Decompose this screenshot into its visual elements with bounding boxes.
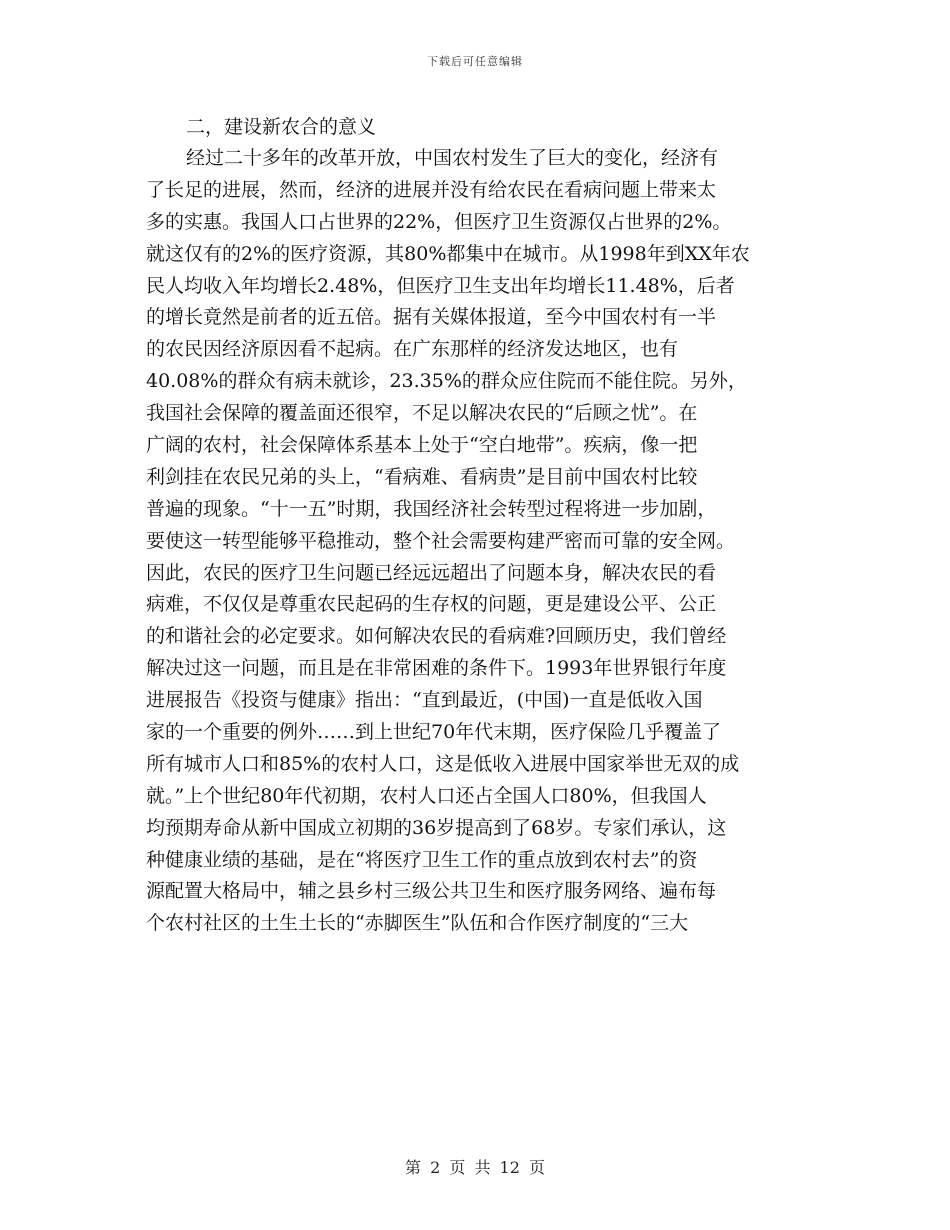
paragraph-line: 的和谐社会的必定要求。如何解决农民的看病难?回顾历史，我们曾经 <box>146 625 727 648</box>
page-header: 下载后可任意编辑 <box>427 55 523 68</box>
paragraph-line: 广阔的农村，社会保障体系基本上处于“空白地带”。疾病，像一把 <box>146 434 698 457</box>
paragraph-line: 就这仅有的2%的医疗资源，其80%都集中在城市。从1998年到XX年农 <box>146 242 750 265</box>
paragraph-line: 种健康业绩的基础，是在“将医疗卫生工作的重点放到农村去”的资 <box>146 848 698 871</box>
paragraph-line: 进展报告《投资与健康》指出：“直到最近，(中国)一直是低收入国 <box>146 689 703 712</box>
paragraph-line: 就。”上个世纪80年代初期，农村人口还占全国人口80%，但我国人 <box>146 784 707 807</box>
paragraph-line: 利剑挂在农民兄弟的头上，“看病难、看病贵”是目前中国农村比较 <box>146 465 698 488</box>
page-footer: 第 2 页 共 12 页 <box>405 1158 545 1177</box>
paragraph-line: 因此，农民的医疗卫生问题已经远远超出了问题本身，解决农民的看 <box>146 561 717 584</box>
paragraph-line: 的农民因经济原因看不起病。在广东那样的经济发达地区，也有 <box>146 338 679 361</box>
section-heading: 二，建设新农合的意义 <box>186 116 377 138</box>
paragraph-line: 我国社会保障的覆盖面还很窄，不足以解决农民的“后顾之忧”。在 <box>146 402 698 425</box>
document-body <box>146 111 814 940</box>
paragraph-line: 普遍的现象。“十一五”时期，我国经济社会转型过程将进一步加剧， <box>146 497 717 520</box>
paragraph-line: 要使这一转型能够平稳推动，整个社会需要构建严密而可靠的安全网。 <box>146 529 736 552</box>
paragraph-line: 经过二十多年的改革开放，中国农村发生了巨大的变化，经济有 <box>186 147 719 169</box>
paragraph-line: 40.08%的群众有病未就诊，23.35%的群众应住院而不能住院。另外， <box>146 370 747 393</box>
paragraph-line: 多的实惠。我国人口占世界的22%，但医疗卫生资源仅占世界的2%。 <box>146 210 732 233</box>
paragraph-line: 解决过这一问题，而且是在非常困难的条件下。1993年世界银行年度 <box>146 657 727 680</box>
paragraph-line: 家的一个重要的例外……到上世纪70年代末期，医疗保险几乎覆盖了 <box>146 721 722 744</box>
paragraph-line: 源配置大格局中，辅之县乡村三级公共卫生和医疗服务网络、遍布每 <box>146 880 717 903</box>
paragraph-line: 病难，不仅仅是尊重农民起码的生存权的问题，更是建设公平、公正 <box>146 593 717 616</box>
paragraph-line: 个农村社区的土生土长的“赤脚医生”队伍和合作医疗制度的“三大 <box>146 912 689 935</box>
paragraph-line: 所有城市人口和85%的农村人口，这是低收入进展中国家举世无双的成 <box>146 752 740 775</box>
paragraph-line: 了长足的进展，然而，经济的进展并没有给农民在看病问题上带来太 <box>146 178 717 201</box>
paragraph-line: 均预期寿命从新中国成立初期的36岁提高到了68岁。专家们承认，这 <box>146 816 727 839</box>
paragraph-line: 民人均收入年均增长2.48%，但医疗卫生支出年均增长11.48%，后者 <box>146 274 735 297</box>
paragraph-line: 的增长竟然是前者的近五倍。据有关媒体报道，至今中国农村有一半 <box>146 306 717 329</box>
